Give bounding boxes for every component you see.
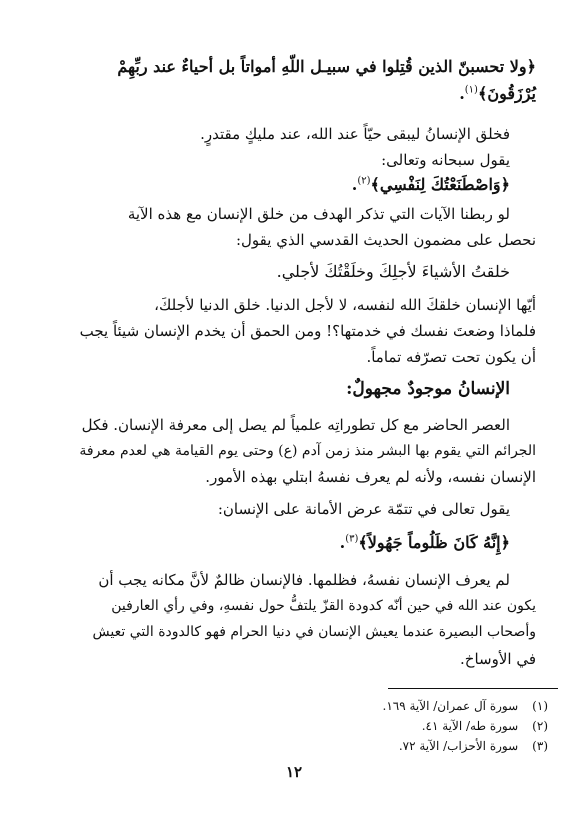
paragraph-4-text-end: الإنسان نفسه، ولأنه لم يعرف نفسهُ ابتلي بهذه الأمور. xyxy=(205,468,536,486)
paragraph-3-text-end: أن يكون تحت تصرّفه تماماً. xyxy=(366,348,536,366)
paragraph-6-line-1 xyxy=(46,569,536,591)
paragraph-4-line-3 xyxy=(46,466,536,488)
footnote-ref-1: (١) xyxy=(464,84,478,96)
footnote-divider xyxy=(388,688,558,689)
section-heading xyxy=(46,377,536,401)
quran-verse-3-text: ﴿إِنَّهُ كَانَ ظَلُوماً جَهُولاً﴾ xyxy=(358,533,510,552)
footnote-ref-3: (٣) xyxy=(345,533,359,545)
paragraph-2-text-cont: نحصل على مضمون الحديث القدسي الذي يقول: xyxy=(235,231,536,249)
quran-verse-1-line-1 xyxy=(46,56,536,78)
paragraph-6-line-2 xyxy=(46,595,536,617)
paragraph-1-text: فخلق الإنسانُ ليبقى حيّاً عند الله، عند مليكٍ مقتدرٍ. xyxy=(200,125,510,143)
footnote-2-text: سورة طه/ الآية ٤١. xyxy=(421,719,519,733)
paragraph-3-text-cont: فلماذا وضعتَ نفسك في خدمتها؟! ومن الحمق أن يخدم الإنسان شيئاً يجب xyxy=(79,322,536,340)
footnote-3 xyxy=(128,738,548,754)
paragraph-5-line-1 xyxy=(46,498,536,520)
page-number: ١٢ xyxy=(285,763,303,781)
paragraph-1-line-1 xyxy=(46,123,536,145)
paragraph-6-text: لم يعرف الإنسان نفسهُ، فظلمها. فالإنسان ظالمٌ لأنَّ مكانه يجب أن xyxy=(98,571,510,589)
footnote-1-text: سورة آل عمران/ الآية ١٦٩. xyxy=(382,699,519,713)
footnote-3-number: (٣) xyxy=(532,739,548,753)
section-heading-text: الإنسانُ موجودٌ مجهولٌ: xyxy=(346,379,510,399)
paragraph-6-line-3 xyxy=(46,621,536,643)
footnote-2-number: (٢) xyxy=(532,719,548,733)
paragraph-3-line-1 xyxy=(46,294,536,316)
footnote-3-text: سورة الأحزاب/ الآية ٧٢. xyxy=(398,739,519,753)
footnote-2 xyxy=(128,718,548,734)
paragraph-5-text: يقول تعالى في تتمّة عرض الأمانة على الإنسان: xyxy=(217,500,510,518)
footnote-1 xyxy=(128,698,548,714)
quran-verse-1-text: ﴿ولا تحسبنّ الذين قُتِلوا في سبيـل اللّهِ أمواتاً بل أحياءٌ عند ربِّهِمْ xyxy=(117,57,536,76)
paragraph-6-text-cont-2: وأصحاب البصيرة عندما يعيش الإنسان في دنيا الحرام فهو كالدودة التي تعيش xyxy=(92,624,536,640)
paragraph-3-text: أيّها الإنسان خلقكَ الله لنفسه، لا لأجل الدنيا. خلق الدنيا لأجلكَ، xyxy=(154,296,536,314)
paragraph-6-line-4 xyxy=(46,648,536,670)
quran-verse-1-end: يُرْزَقُونَ﴾ xyxy=(477,84,536,103)
paragraph-4-line-1 xyxy=(46,414,536,436)
footnote-1-number: (١) xyxy=(532,699,548,713)
paragraph-4-text-cont: الجرائم التي يقوم بها البشر منذ زمن آدم (ع) وحتى يوم القيامة هي لعدم معرفة xyxy=(79,443,536,459)
paragraph-6-text-cont: يكون عند الله في حين أنّه كدودة القزّ يلتفُّ حول نفسهِ، وفي رأي العارفين xyxy=(111,598,536,614)
hadith-text: خلقتُ الأشياءَ لأجلِكَ وخلَقْتُكَ لأجلي. xyxy=(276,262,510,281)
paragraph-1-line-2 xyxy=(46,149,536,171)
hadith-quote xyxy=(46,261,536,283)
paragraph-3-line-3 xyxy=(46,346,536,368)
paragraph-4-text: العصر الحاضر مع كل تطوراتِه علمياً لم يصل إلى معرفة الإنسان. فكل xyxy=(81,416,510,434)
paragraph-2-text: لو ربطنا الآيات التي تذكر الهدف من خلق الإنسان مع هذه الآية xyxy=(127,205,510,223)
quran-verse-1-line-2: يُرْزَقُونَ﴾$^{(١)}$. xyxy=(459,84,536,103)
quran-verse-2-text: ﴿وَاصْطَنَعْتُكَ لِنَفْسِي﴾ xyxy=(370,175,510,194)
paragraph-4-line-2 xyxy=(46,440,536,462)
paragraph-3-line-2 xyxy=(46,320,536,342)
paragraph-1-intro: يقول سبحانه وتعالى: xyxy=(381,151,510,169)
paragraph-2-line-2 xyxy=(46,229,536,251)
footnote-ref-2: (٢) xyxy=(357,175,371,187)
quran-verse-2: ﴿وَاصْطَنَعْتُكَ لِنَفْسِي﴾$^{(٢)}$. xyxy=(351,175,510,194)
quran-verse-3: ﴿إِنَّهُ كَانَ ظَلُوماً جَهُولاً﴾$^{(٣)}$. xyxy=(339,533,510,552)
paragraph-6-text-end: في الأوساخ. xyxy=(460,650,536,668)
paragraph-2-line-1 xyxy=(46,203,536,225)
